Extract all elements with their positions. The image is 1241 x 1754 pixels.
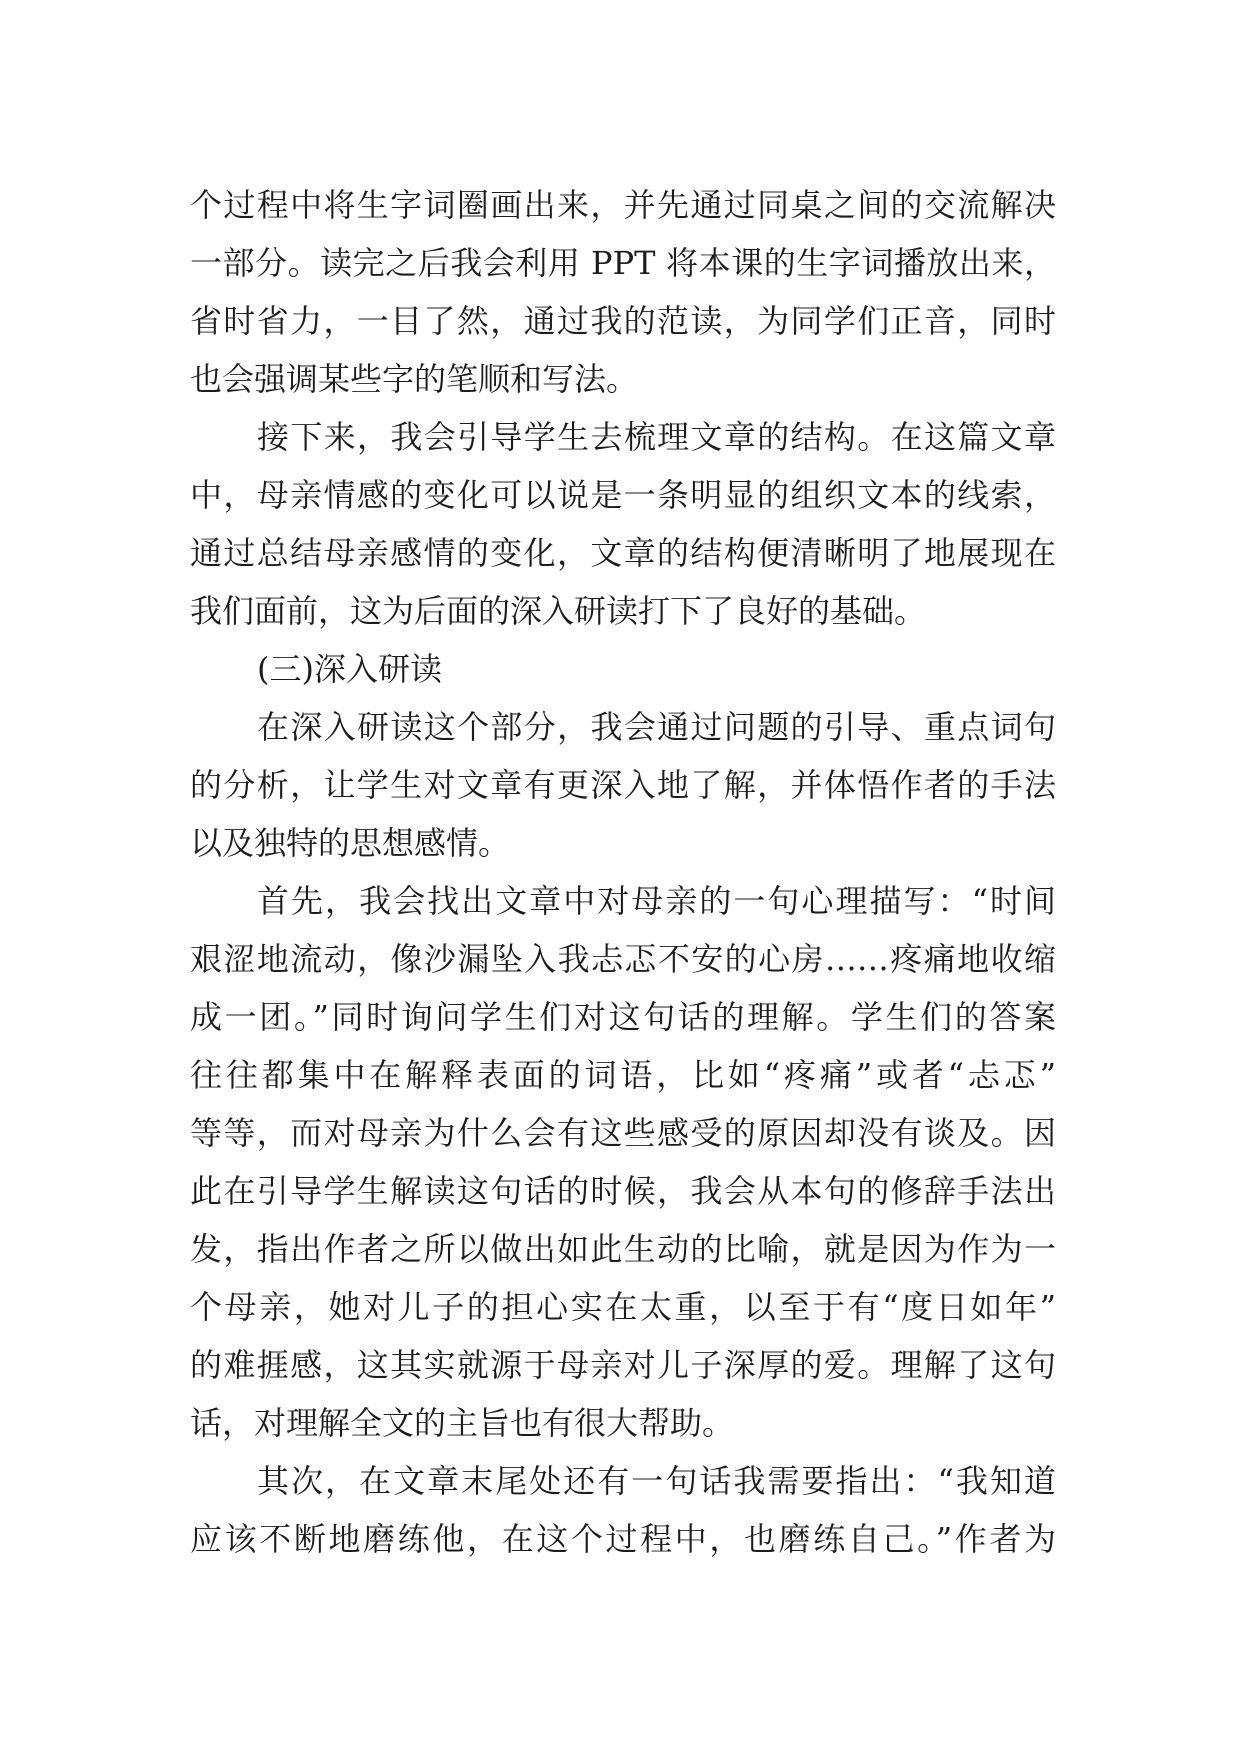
section-heading [190, 640, 1056, 698]
section-heading-text: (三)深入研读 [257, 650, 442, 688]
paragraph-continued [190, 176, 1056, 408]
text-line: 应该不断地磨练他，在这个过程中，也磨练自己。”作者为 [190, 1520, 1056, 1558]
text-line: 一部分。读完之后我会利用 PPT 将本课的生字词播放出来， [190, 244, 1056, 282]
text-line: 中，母亲情感的变化可以说是一条明显的组织文本的线索， [190, 476, 1056, 514]
text-line: 省时省力，一目了然，通过我的范读，为同学们正音，同时 [190, 302, 1056, 340]
paragraph [190, 872, 1056, 1452]
text-line: 通过总结母亲感情的变化，文章的结构便清晰明了地展现在 [190, 534, 1056, 572]
paragraph [190, 408, 1056, 640]
text-line: 等等，而对母亲为什么会有这些感受的原因却没有谈及。因 [190, 1114, 1056, 1152]
text-line: 往往都集中在解释表面的词语，比如“疼痛”或者“忐忑” [190, 1056, 1056, 1094]
text-line: 也会强调某些字的笔顺和写法。 [190, 360, 639, 398]
text-line: 此在引导学生解读这句话的时候，我会从本句的修辞手法出 [190, 1172, 1056, 1210]
paragraph [190, 1452, 1056, 1568]
text-line: 首先，我会找出文章中对母亲的一句心理描写：“时间 [257, 882, 1056, 920]
text-line: 成一团。”同时询问学生们对这句话的理解。学生们的答案 [190, 998, 1056, 1036]
text-line: 艰涩地流动，像沙漏坠入我忐忑不安的心房……疼痛地收缩 [190, 940, 1056, 978]
text-line: 在深入研读这个部分，我会通过问题的引导、重点词句 [257, 708, 1056, 746]
text-line: 我们面前，这为后面的深入研读打下了良好的基础。 [190, 592, 927, 630]
text-line: 其次，在文章末尾处还有一句话我需要指出：“我知道 [257, 1462, 1056, 1500]
text-line: 话，对理解全文的主旨也有很大帮助。 [190, 1404, 735, 1442]
body-text [190, 176, 1056, 1568]
text-line: 以及独特的思想感情。 [190, 824, 511, 862]
text-line: 个母亲，她对儿子的担心实在太重，以至于有“度日如年” [190, 1288, 1056, 1326]
text-line: 发，指出作者之所以做出如此生动的比喻，就是因为作为一 [190, 1230, 1056, 1268]
text-line: 个过程中将生字词圈画出来，并先通过同桌之间的交流解决 [190, 186, 1056, 224]
paragraph [190, 698, 1056, 872]
text-line: 接下来，我会引导学生去梳理文章的结构。在这篇文章 [257, 418, 1056, 456]
text-line: 的分析，让学生对文章有更深入地了解，并体悟作者的手法 [190, 766, 1056, 804]
text-line: 的难捱感，这其实就源于母亲对儿子深厚的爱。理解了这句 [190, 1346, 1056, 1384]
